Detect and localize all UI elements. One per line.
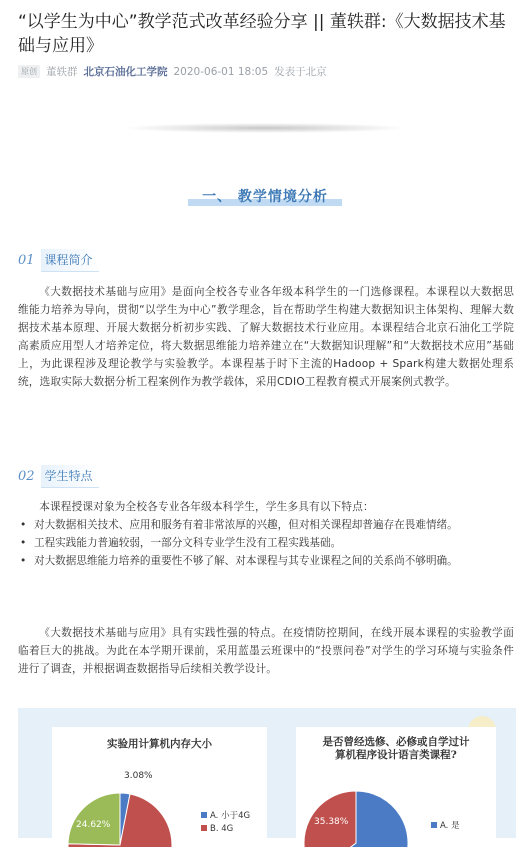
- list-item: • 工程实践能力普遍较弱，一部分文科专业学生没有工程实践基础。: [18, 534, 514, 552]
- legend-marker: [431, 822, 437, 828]
- publish-time: 2020-06-01 18:05: [173, 66, 269, 78]
- section-heading: [0, 186, 530, 208]
- divider-shadow: [125, 123, 405, 133]
- course-intro-paragraph: 《大数据技术基础与应用》是面向全校各专业各年级本科学生的一门选修课程。本课程以大数据思维能力培养为导向，贯彻“以学生为中心”教学理念，旨在帮助学生构建大数据知识主体架构、理解大数据技术基本原理、开展大数据分析初步实践、了解大数据技术行业应用。本课程结合北京石油化工学院高素质应用型人才培养定位，将大数据思维能力培养建立在“大数据知识理解”和“大数据技术应用”基础上，为此课程涉及理论教学与实验教学。本课程基于时下主流的Hadoop + Spark构建大数据处理系统，选取实际大数据分析工程案例作为教学载体，采用CDIO工程教育模式开展案例式教学。: [18, 286, 514, 388]
- student-traits-list: [18, 516, 514, 570]
- list-item: • 对大数据思维能力培养的重要性不够了解、对本课程与其专业课程之间的关系尚不够明确。: [18, 552, 514, 570]
- practice-paragraph: 《大数据技术基础与应用》具有实践性强的特点。在疫情防控期间，在线开展本课程的实验教学面临着巨大的挑战。为此在本学期开课前，采用蓝墨云班课中的“投票问卷”对学生的学习环境与实验条件进行了调查，并根据调查数据指导后续相关教学设计。: [18, 627, 514, 675]
- legend-label: A. 是: [440, 821, 460, 831]
- chart-title: 实验用计算机内存大小: [107, 738, 212, 750]
- pie-slice-other: [68, 793, 120, 845]
- article-meta: [18, 64, 327, 79]
- account-link[interactable]: 北京石油化工学院: [83, 66, 168, 78]
- legend-marker: [201, 825, 207, 831]
- subsection-label: 学生特点: [41, 465, 99, 488]
- memory-pie-chart: [52, 727, 267, 847]
- memory-chart-card: [52, 727, 267, 847]
- subsection-student-traits: [18, 465, 99, 488]
- legend-label: A. 小于4G: [210, 811, 251, 821]
- programming-pie-chart: [296, 727, 496, 847]
- programming-chart-card: [296, 727, 496, 847]
- publish-location: 发表于北京: [274, 66, 327, 78]
- subsection-number: 02: [18, 469, 35, 484]
- students-intro-paragraph: 本课程授课对象为全校各专业各年级本科学生，学生多具有以下特点：: [39, 501, 374, 513]
- data-label: 24.62%: [76, 820, 111, 830]
- subsection-label: 课程简介: [41, 249, 99, 272]
- legend-marker: [201, 812, 207, 818]
- chart-title-line: 算机程序设计语言类课程?: [335, 749, 457, 761]
- chart-title-line: 是否曾经选修、必修或自学过计: [322, 736, 470, 748]
- data-label: 35.38%: [314, 817, 349, 827]
- subsection-number: 01: [18, 253, 35, 268]
- subsection-course-intro: [18, 249, 99, 272]
- author-name: 董轶群: [46, 66, 78, 78]
- list-item: • 对大数据相关技术、应用和服务有着非常浓厚的兴趣，但对相关课程却普遍存在畏难情绪。: [18, 516, 514, 534]
- section-heading-text: 一、 教学情境分析: [188, 186, 342, 208]
- legend-label: B. 4G: [210, 824, 234, 834]
- original-tag: 原创: [18, 65, 40, 78]
- article-title: “以学生为中心”教学范式改革经验分享 || 董轶群:《大数据技术基础与应用》: [18, 12, 506, 56]
- data-label: 3.08%: [124, 771, 153, 781]
